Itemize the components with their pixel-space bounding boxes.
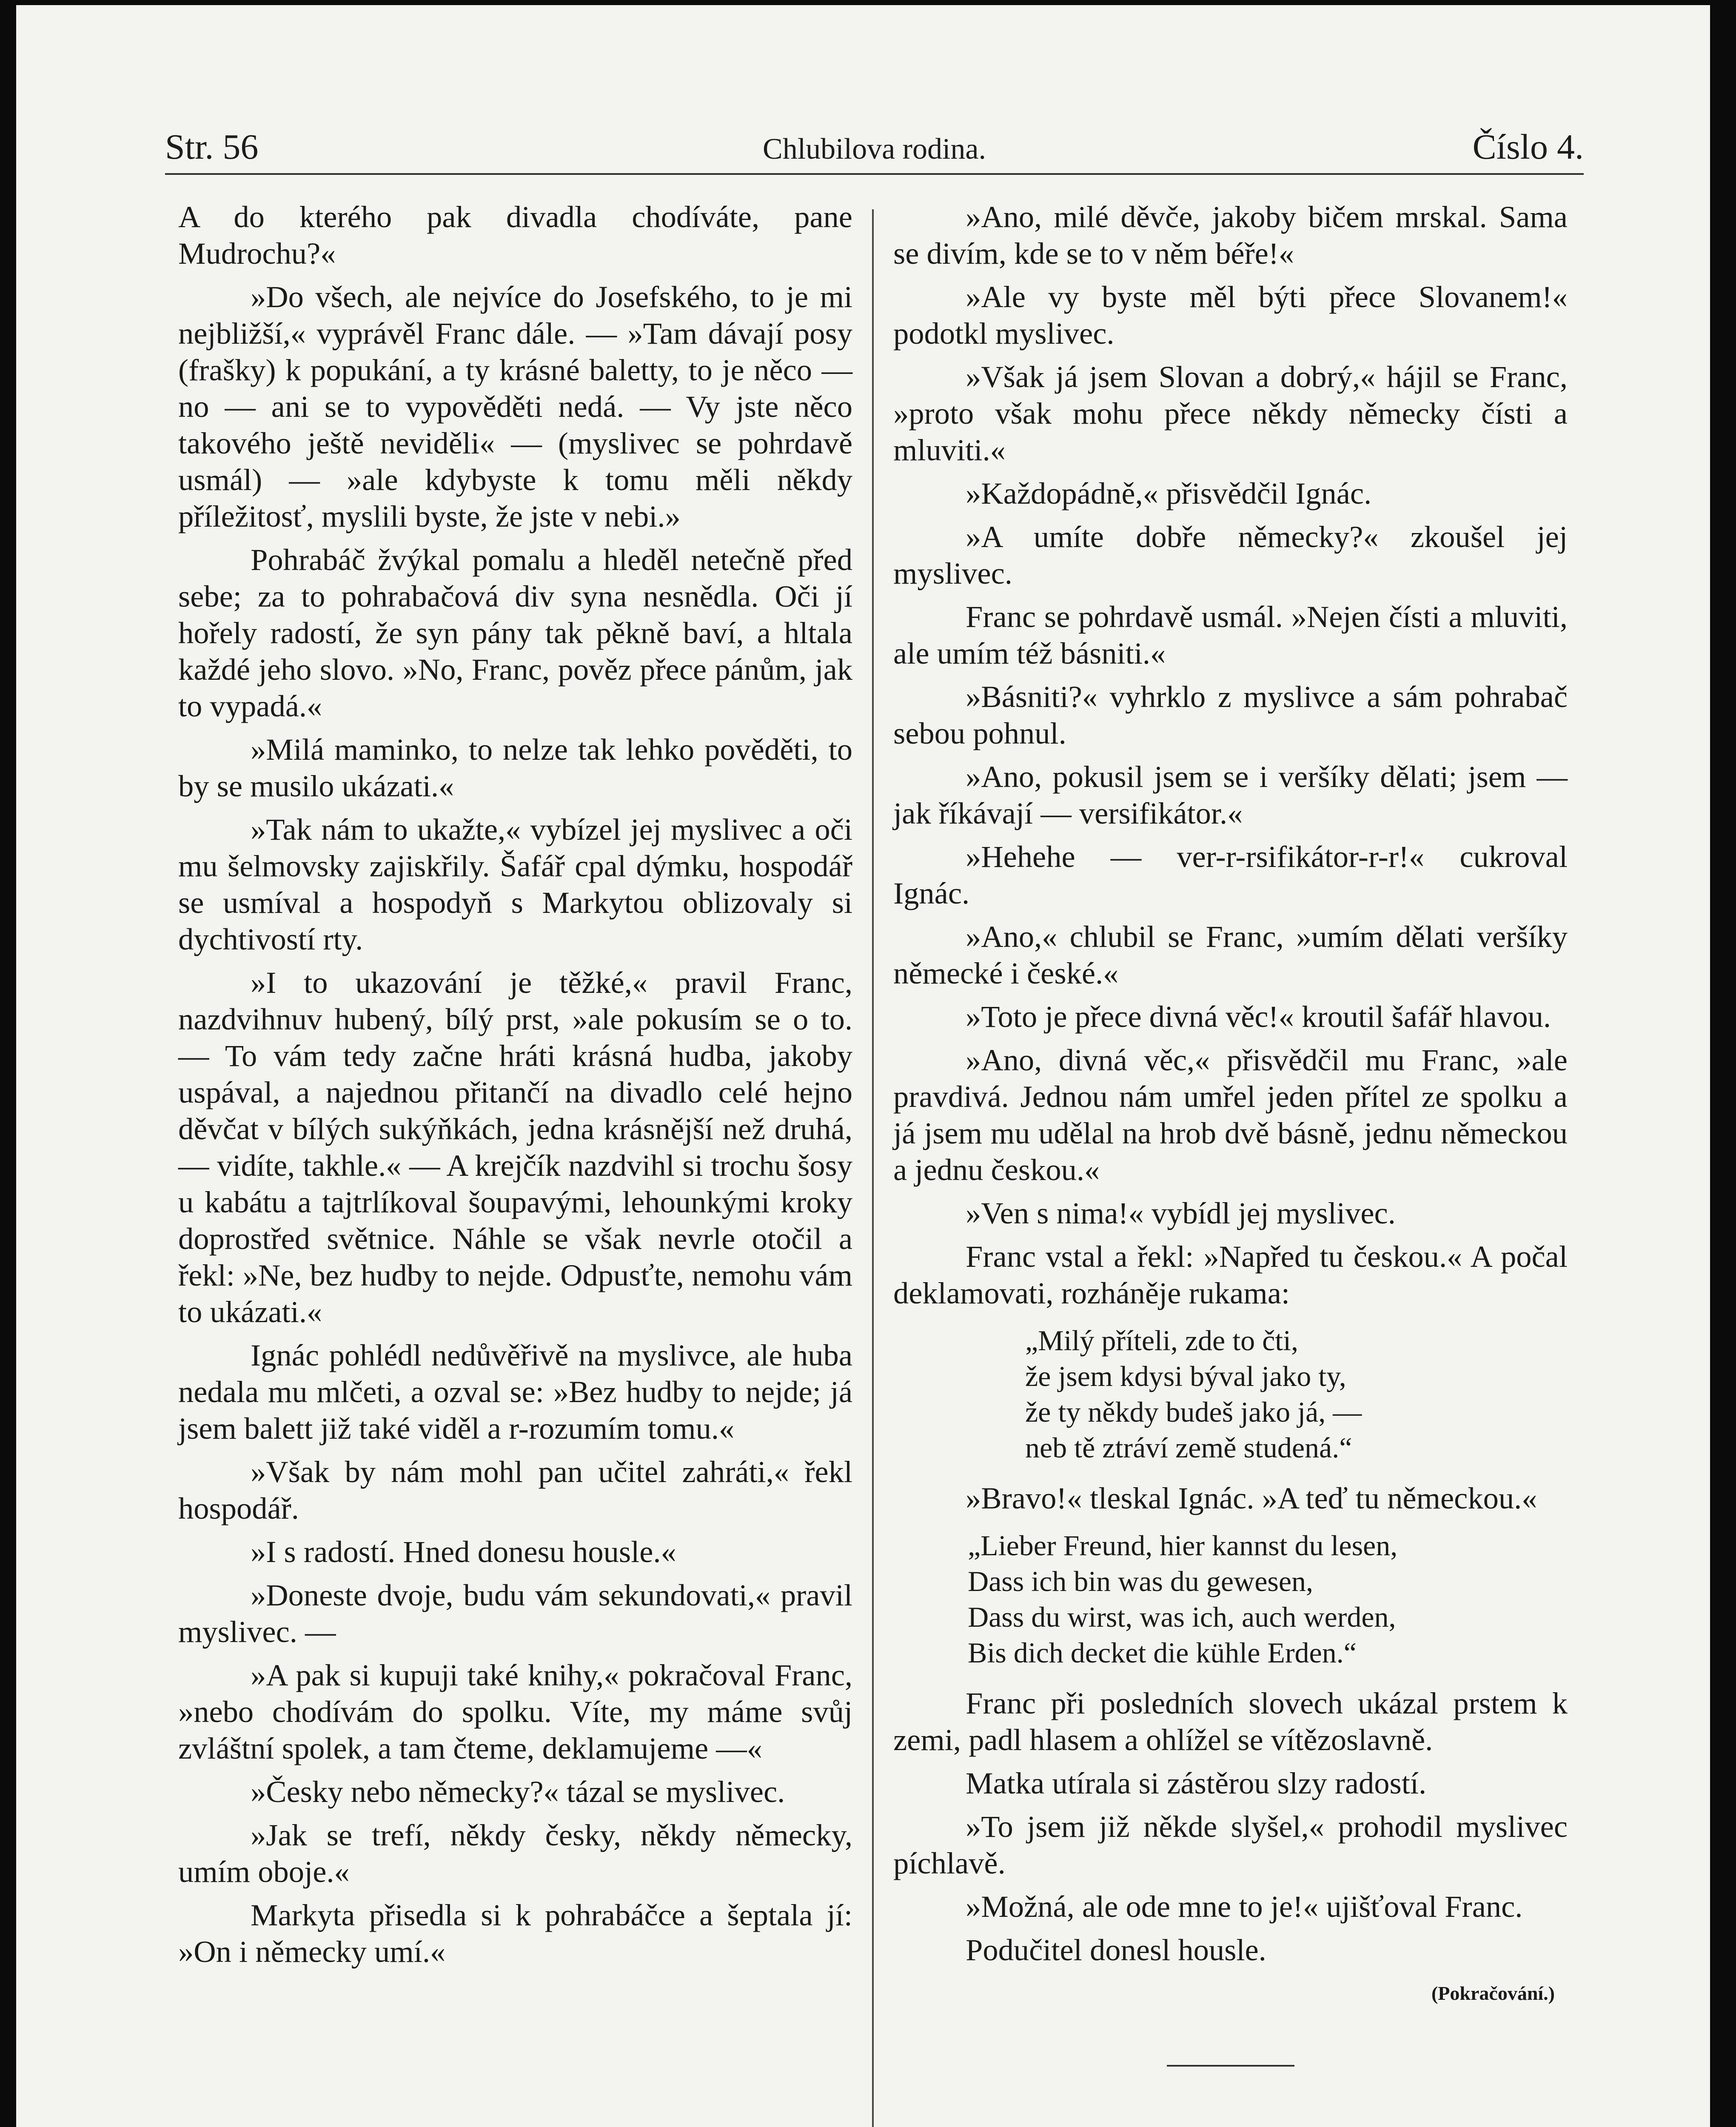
page-header [165,114,1584,175]
czech-poem [893,1323,1568,1466]
paragraph: »I to ukazování je těžké,« pravil Franc, nazdvihnuv hubený, bílý prst, »ale pokusím se o to. — To vám tedy začne hráti krásná hudba, jakoby uspával, a najednou přitančí na divadlo celé hejno děvčat v bílých sukýňkách, jedna krásnější než druhá, — vidíte, takhle.« — A krejčík nazdvihl si trochu šosy u kabátu a tajtrlíkoval šoupavými, lehounkými kroky doprostřed světnice. Náhle se však nevrle otočil a řekl: »Ne, bez hudby to nejde. Odpusťte, nemohu vám to ukázati.« [178,965,852,1329]
page-number: Str. 56 [165,127,259,167]
poem-line: „Lieber Freund, hier kannst du lesen, [968,1529,1398,1562]
paragraph: »Ano, milé děvče, jakoby bičem mrskal. Sama se divím, kde se to v něm béře!« [893,200,1568,271]
paragraph: Podučitel donesl housle. [966,1933,1266,1967]
poem-line: Bis dich decket die kühle Erden.“ [968,1637,1357,1669]
paragraph: »I s radostí. Hned donesu housle.« [251,1534,676,1569]
paragraph: Matka utírala si zástěrou slzy radostí. [966,1766,1427,1800]
paragraph: »A pak si kupuji také knihy,« pokračoval Franc, »nebo chodívám do spolku. Víte, my máme svůj zvláštní spolek, a tam čteme, deklamujeme —« [178,1658,852,1765]
continuation-note: (Pokračování.) [1431,1982,1555,2004]
paragraph: »Ano,« chlubil se Franc, »umím dělati veršíky německé i české.« [893,919,1568,990]
paragraph: »Básniti?« vyhrklo z myslivce a sám pohrabač sebou pohnul. [893,679,1568,750]
poem-line: že ty někdy budeš jako já, — [1025,1396,1362,1428]
poem-line: Dass ich bin was du gewesen, [968,1565,1314,1597]
paragraph: A do kterého pak divadla chodíváte, pane Mudrochu?« [178,200,852,271]
right-column [893,199,1568,2067]
paragraph: »A umíte dobře německy?« zkoušel jej myslivec. [893,519,1568,590]
paragraph: Markyta přisedla si k pohrabáčce a šeptala jí: »On i německy umí.« [178,1898,852,1969]
german-poem [893,1528,1568,1671]
paragraph: Franc při posledních slovech ukázal prstem k zemi, padl hlasem a ohlížel se vítězoslavně. [893,1686,1568,1757]
paragraph: »Možná, ale ode mne to je!« ujišťoval Franc. [966,1889,1523,1924]
paragraph: »Česky nebo německy?« tázal se myslivec. [251,1774,785,1809]
paragraph: »Však já jsem Slovan a dobrý,« hájil se Franc, »proto však mohu přece někdy německy čísti a mluviti.« [893,359,1568,467]
paragraph: »Však by nám mohl pan učitel zahráti,« řekl hospodář. [178,1454,852,1525]
paragraph: »Ven s nima!« vybídl jej myslivec. [966,1196,1396,1230]
paragraph: Franc vstal a řekl: »Napřed tu českou.« A počal deklamovati, rozháněje rukama: [893,1239,1568,1310]
paragraph: »Milá maminko, to nelze tak lehko pověděti, to by se musilo ukázati.« [178,732,852,803]
paragraph: »Hehehe — ver-r-rsifikátor-r-r!« cukroval Ignác. [893,839,1568,910]
paragraph: Ignác pohlédl nedůvěřivě na myslivce, ale huba nedala mu mlčeti, a ozval se: »Bez hudby to nejde; já jsem balett již také viděl a r-rozumím tomu.« [178,1338,852,1446]
paragraph: »Ano, divná věc,« přisvědčil mu Franc, »ale pravdivá. Jednou nám umřel jeden přítel ze spolku a já jsem mu udělal na hrob dvě básně, jednu německou a jednu českou.« [893,1043,1568,1187]
end-rule [1167,2065,1294,2067]
poem-line: Dass du wirst, was ich, auch werden, [968,1601,1396,1633]
paragraph: »Doneste dvoje, budu vám sekundovati,« pravil myslivec. — [178,1578,852,1649]
issue-number: Číslo 4. [1472,127,1584,167]
left-column [178,199,852,1977]
running-title: Chlubilova rodina. [763,133,986,165]
paragraph: »Tak nám to ukažte,« vybízel jej myslivec a oči mu šelmovsky zajiskřily. Šafář cpal dýmku, hospodář se usmíval a hospodyň s Markytou oblizovaly si dychtivostí rty. [178,812,852,956]
paragraph: »Ano, pokusil jsem se i veršíky dělati; jsem — jak říkávají — versifikátor.« [893,759,1568,830]
column-divider [872,209,874,2127]
poem-line: že jsem kdysi býval jako ty, [1025,1360,1346,1392]
paragraph: »Jak se trefí, někdy česky, někdy německy, umím oboje.« [178,1818,852,1889]
paragraph: »Toto je přece divná věc!« kroutil šafář hlavou. [966,999,1551,1034]
paragraph: »Do všech, ale nejvíce do Josefského, to je mi nejbližší,« vyprávěl Franc dále. — »Tam dávají posy (frašky) k popukání, a ty krásné baletty, to je něco — no — ani se to vypověděti nedá. — Vy jste něco takového ještě neviděli« — (myslivec se pohrdavě usmál) — »ale kdybyste k tomu měli někdy příležitosť, myslili byste, že jste v nebi.» [178,279,852,533]
paragraph: Pohrabáč žvýkal pomalu a hleděl netečně před sebe; za to pohrabačová div syna nesnědla. Oči jí hořely radostí, že syn pány tak pěkně baví, a hltala každé jeho slovo. »No, Franc, pověz přece pánům, jak to vypadá.« [178,542,852,723]
paragraph: »Každopádně,« přisvědčil Ignác. [966,476,1372,510]
paragraph: Franc se pohrdavě usmál. »Nejen čísti a mluviti, ale umím též básniti.« [893,599,1568,670]
scanned-page [16,5,1710,2127]
paragraph: »To jsem již někde slyšel,« prohodil myslivec píchlavě. [893,1809,1568,1880]
poem-line: neb tě ztráví země studená.“ [1025,1431,1352,1464]
paragraph: »Bravo!« tleskal Ignác. »A teď tu německou.« [966,1481,1537,1515]
paragraph: »Ale vy byste měl býti přece Slovanem!« podotkl myslivec. [893,279,1568,351]
poem-line: „Milý příteli, zde to čti, [1025,1324,1299,1357]
